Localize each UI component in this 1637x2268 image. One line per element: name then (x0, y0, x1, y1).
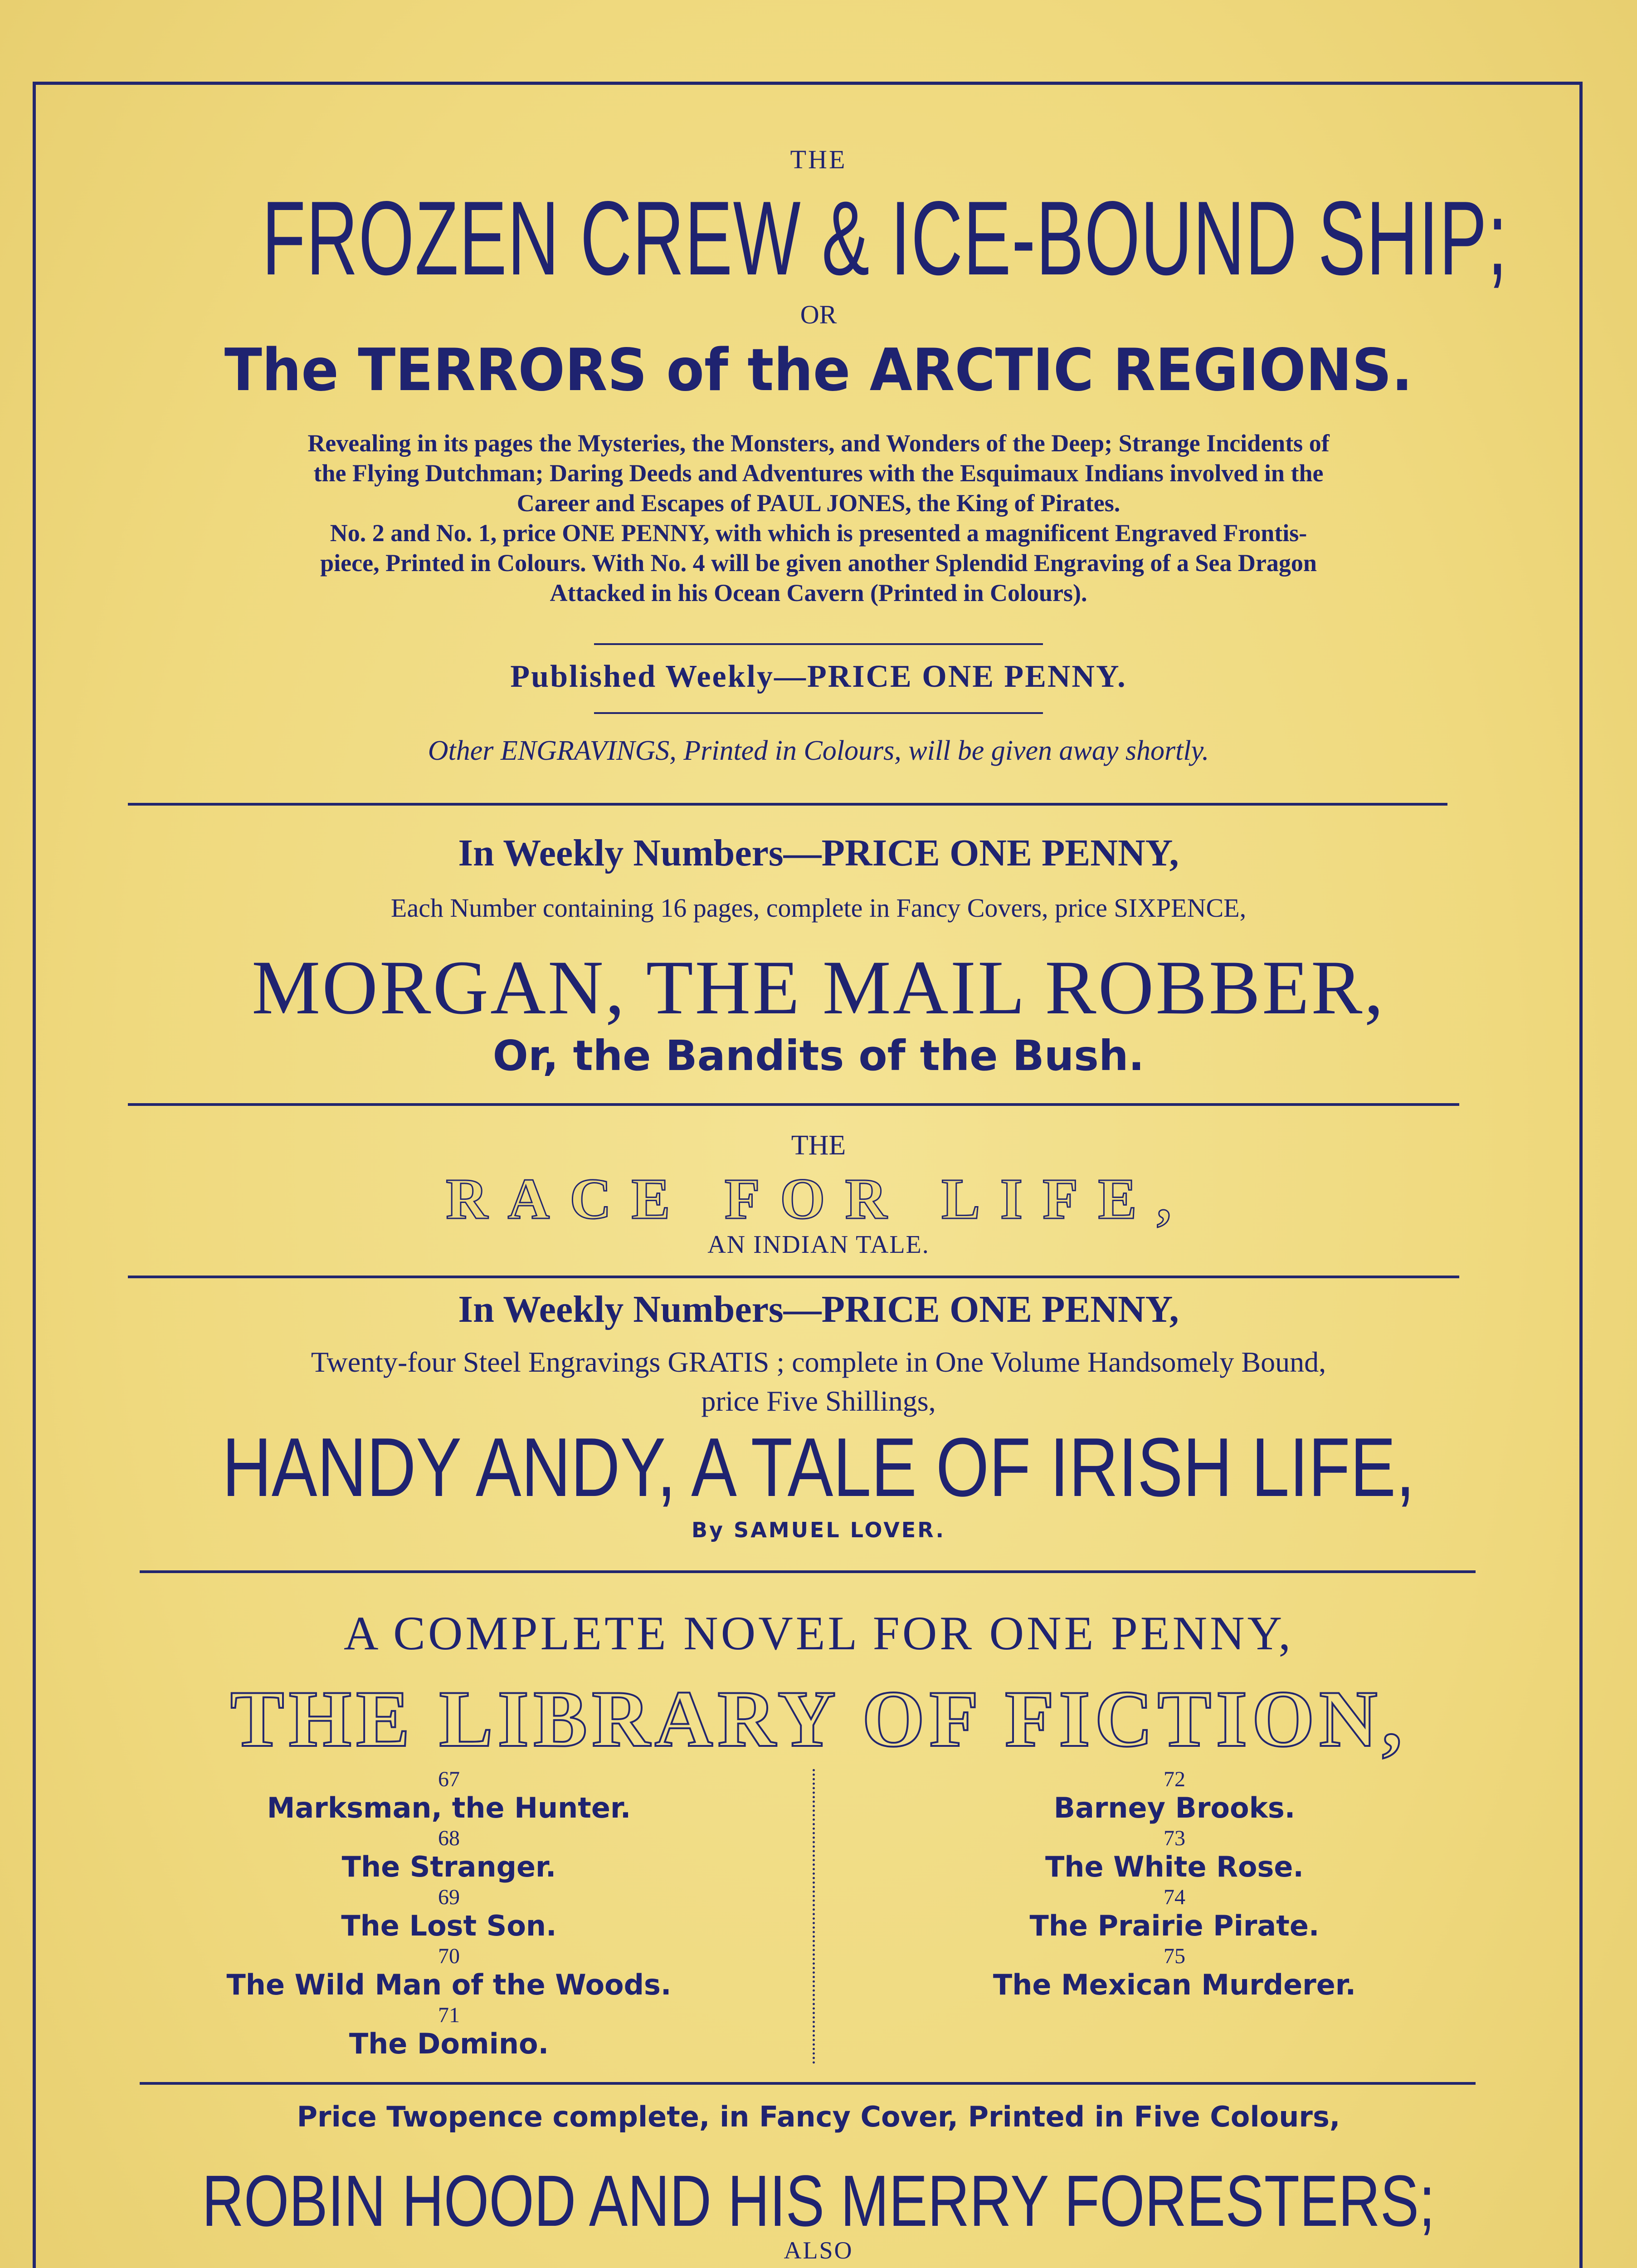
item-number: 68 (438, 1826, 460, 1850)
rule-2 (128, 1103, 1459, 1106)
item-title: The White Rose. (1045, 1850, 1304, 1883)
item-title: The Lost Son. (341, 1909, 557, 1942)
rule-4 (140, 1570, 1476, 1573)
item-number: 67 (438, 1767, 460, 1791)
item-title: Barney Brooks. (1053, 1791, 1296, 1824)
item-number: 71 (438, 2003, 460, 2027)
item-title: The Wild Man of the Woods. (226, 1968, 672, 2001)
section1-or: OR (800, 300, 837, 329)
item-number: 72 (1164, 1767, 1185, 1791)
morgan-weekly: In Weekly Numbers—PRICE ONE PENNY, (458, 832, 1179, 874)
samuel-lover: By SAMUEL LOVER. (692, 1518, 945, 1542)
handy-andy-line-2: price Five Shillings, (701, 1385, 936, 1417)
list-item (943, 1769, 1406, 1828)
section1-para-line-1: Revealing in its pages the Mysteries, the Monsters, and Wonders of the Deep; Strange Incidents of (307, 430, 1330, 457)
handy-andy-weekly: In Weekly Numbers—PRICE ONE PENNY, (458, 1288, 1179, 1330)
race-for-life-title: RACE FOR LIFE, (446, 1167, 1191, 1231)
library-of-fiction-title: THE LIBRARY OF FICTION, (230, 1674, 1407, 1764)
rule-3 (128, 1276, 1459, 1278)
item-title: The Domino. (349, 2027, 549, 2060)
item-title: The Stranger. (341, 1850, 556, 1883)
list-item (218, 1828, 680, 1887)
column-divider (813, 1769, 815, 2064)
rule-short-1 (594, 643, 1043, 645)
list-item (943, 1946, 1406, 2005)
list-item (943, 1887, 1406, 1946)
section1-para-line-4: No. 2 and No. 1, price ONE PENNY, with which is presented a magnificent Engraved Frontis- (330, 519, 1307, 547)
item-number: 73 (1164, 1826, 1185, 1850)
handy-andy-line-1: Twenty-four Steel Engravings GRATIS ; complete in One Volume Handsomely Bound, (311, 1346, 1326, 1378)
list-item (943, 1828, 1406, 1887)
list-item (218, 1887, 680, 1946)
rule-1 (128, 803, 1447, 806)
section1-the: THE (790, 145, 847, 174)
morgan-subtitle: Or, the Bandits of the Bush. (492, 1031, 1145, 1080)
section1-para-line-3: Career and Escapes of PAUL JONES, the King of Pirates. (516, 489, 1121, 517)
list-item (218, 2005, 680, 2064)
published-weekly: Published Weekly—PRICE ONE PENNY. (510, 659, 1127, 694)
morgan-title: MORGAN, THE MAIL ROBBER, (252, 945, 1385, 1030)
complete-novel-heading: A COMPLETE NOVEL FOR ONE PENNY, (343, 1607, 1294, 1660)
indian-tale: AN INDIAN TALE. (707, 1231, 930, 1259)
item-number: 74 (1164, 1885, 1185, 1909)
arctic-subtitle: The TERRORS of the ARCTIC REGIONS. (224, 337, 1413, 404)
section1-para-line-5: piece, Printed in Colours. With No. 4 will be given another Splendid Engraving of a Sea Dragon (320, 549, 1317, 577)
robin-hood-title: ROBIN HOOD AND HIS MERRY FORESTERS; (202, 2160, 1435, 2241)
also-label: ALSO (784, 2237, 853, 2264)
list-item (218, 1769, 680, 1828)
section1-para-line-6: Attacked in his Ocean Cavern (Printed in Colours). (550, 579, 1087, 606)
item-number: 75 (1164, 1944, 1185, 1968)
item-title: The Prairie Pirate. (1029, 1909, 1320, 1942)
rule-short-2 (594, 712, 1043, 714)
item-number: 69 (438, 1885, 460, 1909)
robin-hood-price: Price Twopence complete, in Fancy Cover, Printed in Five Colours, (297, 2100, 1340, 2133)
race-the: THE (791, 1130, 846, 1161)
other-engravings: Other ENGRAVINGS, Printed in Colours, will be given away shortly. (428, 735, 1209, 766)
left-column (218, 1769, 680, 2064)
item-title: Marksman, the Hunter. (267, 1791, 631, 1824)
item-title: The Mexican Murderer. (993, 1968, 1356, 2001)
frozen-crew-title: FROZEN CREW & ICE-BOUND SHIP; (262, 180, 1508, 297)
morgan-each-number: Each Number containing 16 pages, complete in Fancy Covers, price SIXPENCE, (390, 893, 1247, 923)
section1-para-line-2: the Flying Dutchman; Daring Deeds and Adventures with the Esquimaux Indians involved in the (313, 459, 1324, 487)
item-number: 70 (438, 1944, 460, 1968)
handy-andy-title: HANDY ANDY, A TALE OF IRISH LIFE, (222, 1420, 1415, 1514)
right-column (943, 1769, 1406, 2005)
rule-5 (140, 2082, 1476, 2085)
list-item (218, 1946, 680, 2005)
